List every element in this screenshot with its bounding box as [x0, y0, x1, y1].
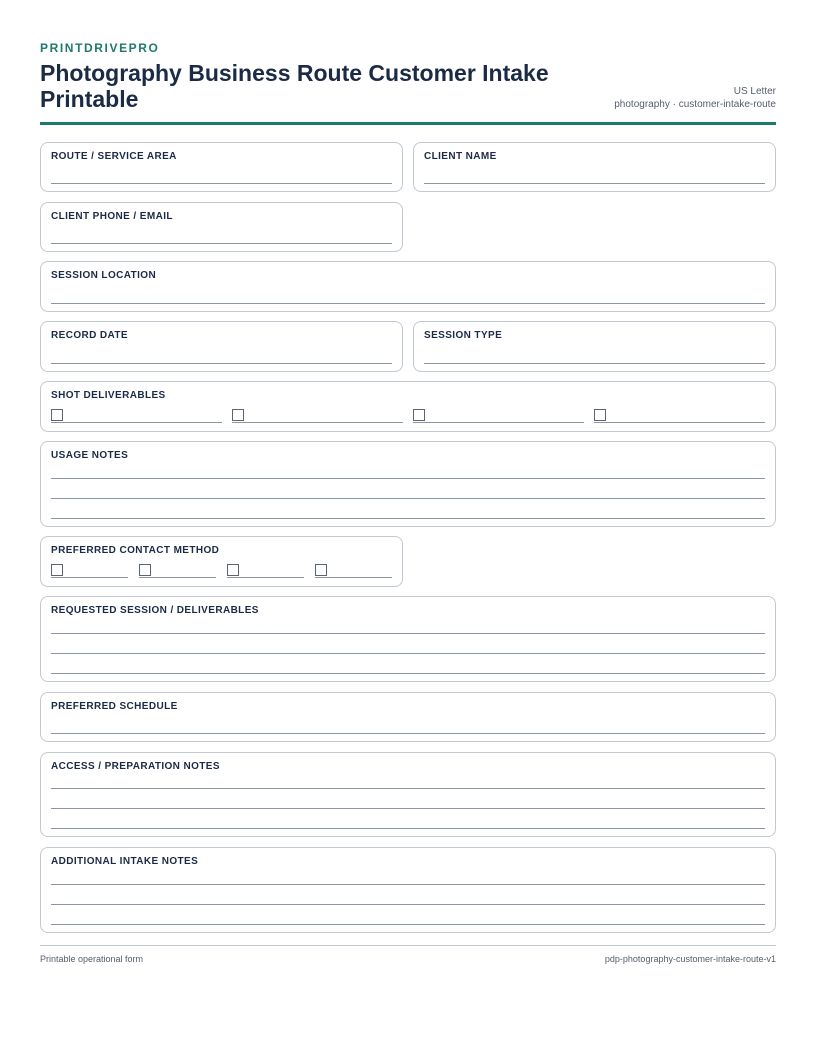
- write-line[interactable]: [51, 633, 765, 634]
- checkbox[interactable]: [227, 564, 239, 576]
- write-line[interactable]: [51, 924, 765, 925]
- write-line[interactable]: [424, 363, 765, 364]
- contact-option[interactable]: [315, 564, 392, 578]
- contact-option[interactable]: [51, 564, 128, 578]
- deliverable-option[interactable]: [594, 409, 765, 423]
- document-meta: [614, 85, 776, 111]
- header-divider: [40, 122, 776, 125]
- write-line[interactable]: [51, 518, 765, 519]
- write-line[interactable]: [51, 183, 392, 184]
- paper-size-label: US Letter: [733, 86, 776, 97]
- contact-option[interactable]: [227, 564, 304, 578]
- write-line[interactable]: [51, 808, 765, 809]
- additional-intake-notes-label: ADDITIONAL INTAKE NOTES: [51, 856, 199, 867]
- access-preparation-notes-label: ACCESS / PREPARATION NOTES: [51, 761, 220, 772]
- preferred-schedule-field[interactable]: [40, 692, 776, 742]
- preferred-schedule-label: PREFERRED SCHEDULE: [51, 701, 178, 712]
- access-preparation-notes-field[interactable]: [40, 752, 776, 837]
- session-location-field[interactable]: [40, 261, 776, 312]
- brand-logo-text: PRINTDRIVEPRO: [40, 41, 160, 55]
- write-line[interactable]: [51, 673, 765, 674]
- write-line[interactable]: [51, 243, 392, 244]
- preferred-contact-method-label: PREFERRED CONTACT METHOD: [51, 545, 220, 556]
- write-line[interactable]: [51, 884, 765, 885]
- checkbox[interactable]: [594, 409, 606, 421]
- write-line[interactable]: [51, 363, 392, 364]
- write-line[interactable]: [51, 828, 765, 829]
- document-tag: photography · customer-intake-route: [614, 99, 776, 110]
- write-line[interactable]: [424, 183, 765, 184]
- footer-description: Printable operational form: [40, 954, 144, 964]
- shot-deliverables-field: [40, 381, 776, 432]
- checkbox[interactable]: [139, 564, 151, 576]
- checkbox[interactable]: [413, 409, 425, 421]
- write-line[interactable]: [51, 478, 765, 479]
- client-phone-email-label: CLIENT PHONE / EMAIL: [51, 211, 173, 222]
- session-type-field[interactable]: [413, 321, 776, 372]
- write-line[interactable]: [51, 733, 765, 734]
- record-date-label: RECORD DATE: [51, 330, 128, 341]
- checkbox[interactable]: [315, 564, 327, 576]
- write-line[interactable]: [51, 653, 765, 654]
- deliverable-option[interactable]: [232, 409, 403, 423]
- contact-option[interactable]: [139, 564, 216, 578]
- footer-divider: [40, 945, 776, 946]
- page-title: Photography Business Route Customer Intake Printable: [40, 60, 549, 112]
- deliverable-option[interactable]: [51, 409, 222, 423]
- client-phone-email-field[interactable]: [40, 202, 403, 252]
- session-location-label: SESSION LOCATION: [51, 270, 157, 281]
- usage-notes-field[interactable]: [40, 441, 776, 527]
- requested-session-deliverables-field[interactable]: [40, 596, 776, 682]
- route-service-area-label: ROUTE / SERVICE AREA: [51, 151, 177, 162]
- usage-notes-label: USAGE NOTES: [51, 450, 129, 461]
- record-date-field[interactable]: [40, 321, 403, 372]
- write-line[interactable]: [51, 303, 765, 304]
- write-line[interactable]: [51, 904, 765, 905]
- checkbox[interactable]: [232, 409, 244, 421]
- client-name-label: CLIENT NAME: [424, 151, 497, 162]
- client-name-field[interactable]: [413, 142, 776, 192]
- shot-deliverables-label: SHOT DELIVERABLES: [51, 390, 166, 401]
- write-line[interactable]: [51, 788, 765, 789]
- checkbox[interactable]: [51, 564, 63, 576]
- form-id: pdp-photography-customer-intake-route-v1: [604, 954, 776, 964]
- requested-session-deliverables-label: REQUESTED SESSION / DELIVERABLES: [51, 605, 259, 616]
- write-line[interactable]: [51, 498, 765, 499]
- deliverable-option[interactable]: [413, 409, 584, 423]
- route-service-area-field[interactable]: [40, 142, 403, 192]
- preferred-contact-method-field: [40, 536, 403, 587]
- additional-intake-notes-field[interactable]: [40, 847, 776, 933]
- session-type-label: SESSION TYPE: [424, 330, 503, 341]
- checkbox[interactable]: [51, 409, 63, 421]
